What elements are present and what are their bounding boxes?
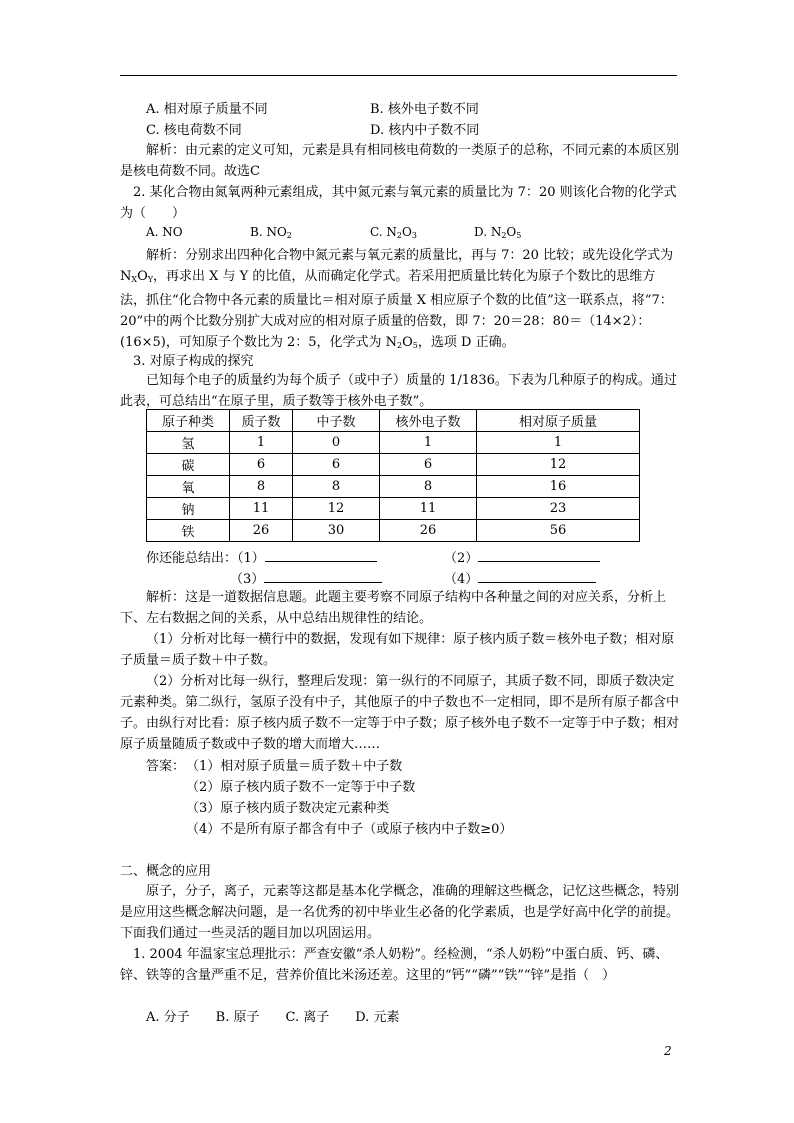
blank-line-2: （2）: [444, 547, 600, 566]
q1-analysis: 解析：由元素的定义可知，元素是具有相同核电荷数的一类原子的总称，不同元素的本质区别是核电荷数不同。故选C: [120, 143, 680, 179]
q2-analysis: 解析：分别求出四种化合物中氮元素与氧元素的质量比，再与 7：20 比较；或先设化学式为 $N_XO_Y$，再求出 X 与 Y 的比值，从而确定化学式。若采用把质量比转化为原子个数比的思维方法，抓住“化合物中各元素的质量比＝相对原子质量 X 相应原子个数的比值”这一联系点，将“7：20”中的两个比数分别扩大成对应的相对原子质量的倍数，即 7：20＝28：80＝（14×2）：(16×5)，可知原子个数比为 2：5，化学式为 $N_2O_5$，选项 D 正确。: [120, 248, 674, 350]
table-header: 原子种类: [147, 410, 230, 432]
blank-line-1: 你还能总结出：（1）: [146, 547, 377, 566]
q2-option-b: B. $NO_2$: [250, 225, 292, 240]
section2-q1-options: A. 分子 B. 原子 C. 离子 D. 元素: [146, 1010, 400, 1025]
q2-option-c: C. $N_2O_3$: [370, 225, 417, 240]
blank-field-2[interactable]: [478, 561, 600, 562]
table-cell: 8: [293, 476, 380, 498]
answer-item: （4）不是所有原子都含有中子（或原子核内中子数≥0）: [186, 822, 513, 837]
q2-option-d: D. $N_2O_5$: [474, 225, 522, 240]
table-cell: 11: [380, 498, 477, 520]
table-header: 质子数: [230, 410, 293, 432]
table-cell: 氧: [147, 476, 230, 498]
table-header-row: [147, 410, 640, 432]
section-intro: 原子，分子，离子，元素等这都是基本化学概念，准确的理解这些概念，记忆这些概念，特别是应用这些概念解决问题，是一名优秀的初中毕业生必备的化学素质，也是学好高中化学的前提。下面我们通过一些灵活的题目加以巩固运用。: [120, 884, 680, 941]
table-cell: 钠: [147, 498, 230, 520]
section2-q1-stem: 1. 2004 年温家宝总理批示：严查安徽“杀人奶粉”。经检测，“杀人奶粉”中蛋白质、钙、磷、锌、铁等的含量严重不足，营养价值比米汤还差。这里的“钙”“磷”“铁”“锌”是指（ ）: [120, 947, 669, 983]
page-number: 2: [664, 1044, 672, 1058]
q3-analysis-intro: 解析：这是一道数据信息题。此题主要考察不同原子结构中各种量之间的对应关系，分析上下、左右数据之间的关系，从中总结出规律性的结论。: [120, 590, 667, 626]
blank-line-4: （4）: [444, 568, 596, 587]
answer-item: （3）原子核内质子数决定元素种类: [186, 801, 390, 816]
blank-field-1[interactable]: [265, 561, 377, 562]
table-cell: 1: [477, 432, 640, 454]
table-header: 相对原子质量: [477, 410, 640, 432]
table-cell: 11: [230, 498, 293, 520]
q1-option-c: C. 核电荷数不同: [146, 123, 242, 138]
answer-label: 答案：: [146, 759, 186, 774]
table-cell: 铁: [147, 520, 230, 542]
blank-field-4[interactable]: [478, 582, 596, 583]
q3-title: 3. 对原子构成的探究: [133, 354, 254, 369]
table-cell: 56: [477, 520, 640, 542]
blank-line-3: （3）: [230, 568, 382, 587]
table-cell: 6: [230, 454, 293, 476]
table-cell: 12: [477, 454, 640, 476]
table-cell: 30: [293, 520, 380, 542]
blank-field-3[interactable]: [264, 582, 382, 583]
q3-analysis-p2: （2）分析对比每一纵行，整理后发现：第一纵行的不同原子，其质子数不同，即质子数决定元素种类。第二纵行，氢原子没有中子，其他原子的中子数也不一定相同，即不是所有原子都含中子。由纵行对比看：原子核内质子数不一定等于中子数；原子核外电子数不一定等于中子数；相对原子质量随质子数或中子数的增大而增大……: [120, 674, 680, 752]
table-cell: 氢: [147, 432, 230, 454]
q3-intro: 已知每个电子的质量约为每个质子（或中子）质量的 1/1836。下表为几种原子的构成。通过此表，可总结出“在原子里，质子数等于核外电子数”。: [120, 373, 677, 409]
table-cell: 碳: [147, 454, 230, 476]
table-header: 中子数: [293, 410, 380, 432]
q1-option-a: A. 相对原子质量不同: [146, 102, 268, 117]
table-row: [147, 498, 640, 520]
table-cell: 12: [293, 498, 380, 520]
table-cell: 0: [293, 432, 380, 454]
q1-option-b: B. 核外电子数不同: [370, 102, 479, 117]
q2-option-a: A. NO: [146, 225, 183, 239]
q1-option-d: D. 核内中子数不同: [370, 123, 480, 138]
table-cell: 1: [380, 432, 477, 454]
table-cell: 8: [230, 476, 293, 498]
q2-stem: 2. 某化合物由氮氧两种元素组成，其中氮元素与氧元素的质量比为 7：20 则该化合物的化学式为（ ）: [120, 185, 677, 221]
answer-item: （2）原子核内质子数不一定等于中子数: [186, 780, 416, 795]
table-row: [147, 476, 640, 498]
table-row: [147, 520, 640, 542]
table-cell: 6: [380, 454, 477, 476]
table-cell: 6: [293, 454, 380, 476]
atom-composition-table: [146, 409, 640, 542]
header-rule: [120, 75, 677, 76]
table-cell: 23: [477, 498, 640, 520]
table-cell: 16: [477, 476, 640, 498]
section-heading: 二、概念的应用: [120, 864, 212, 879]
table-header: 核外电子数: [380, 410, 477, 432]
table-cell: 26: [230, 520, 293, 542]
table-cell: 26: [380, 520, 477, 542]
table-row: [147, 454, 640, 476]
table-cell: 1: [230, 432, 293, 454]
table-cell: 8: [380, 476, 477, 498]
answer-item: （1）相对原子质量＝质子数＋中子数: [186, 759, 403, 774]
q3-analysis-p1: （1）分析对比每一横行中的数据，发现有如下规律：原子核内质子数＝核外电子数；相对原子质量＝质子数＋中子数。: [120, 632, 675, 668]
table-row: [147, 432, 640, 454]
